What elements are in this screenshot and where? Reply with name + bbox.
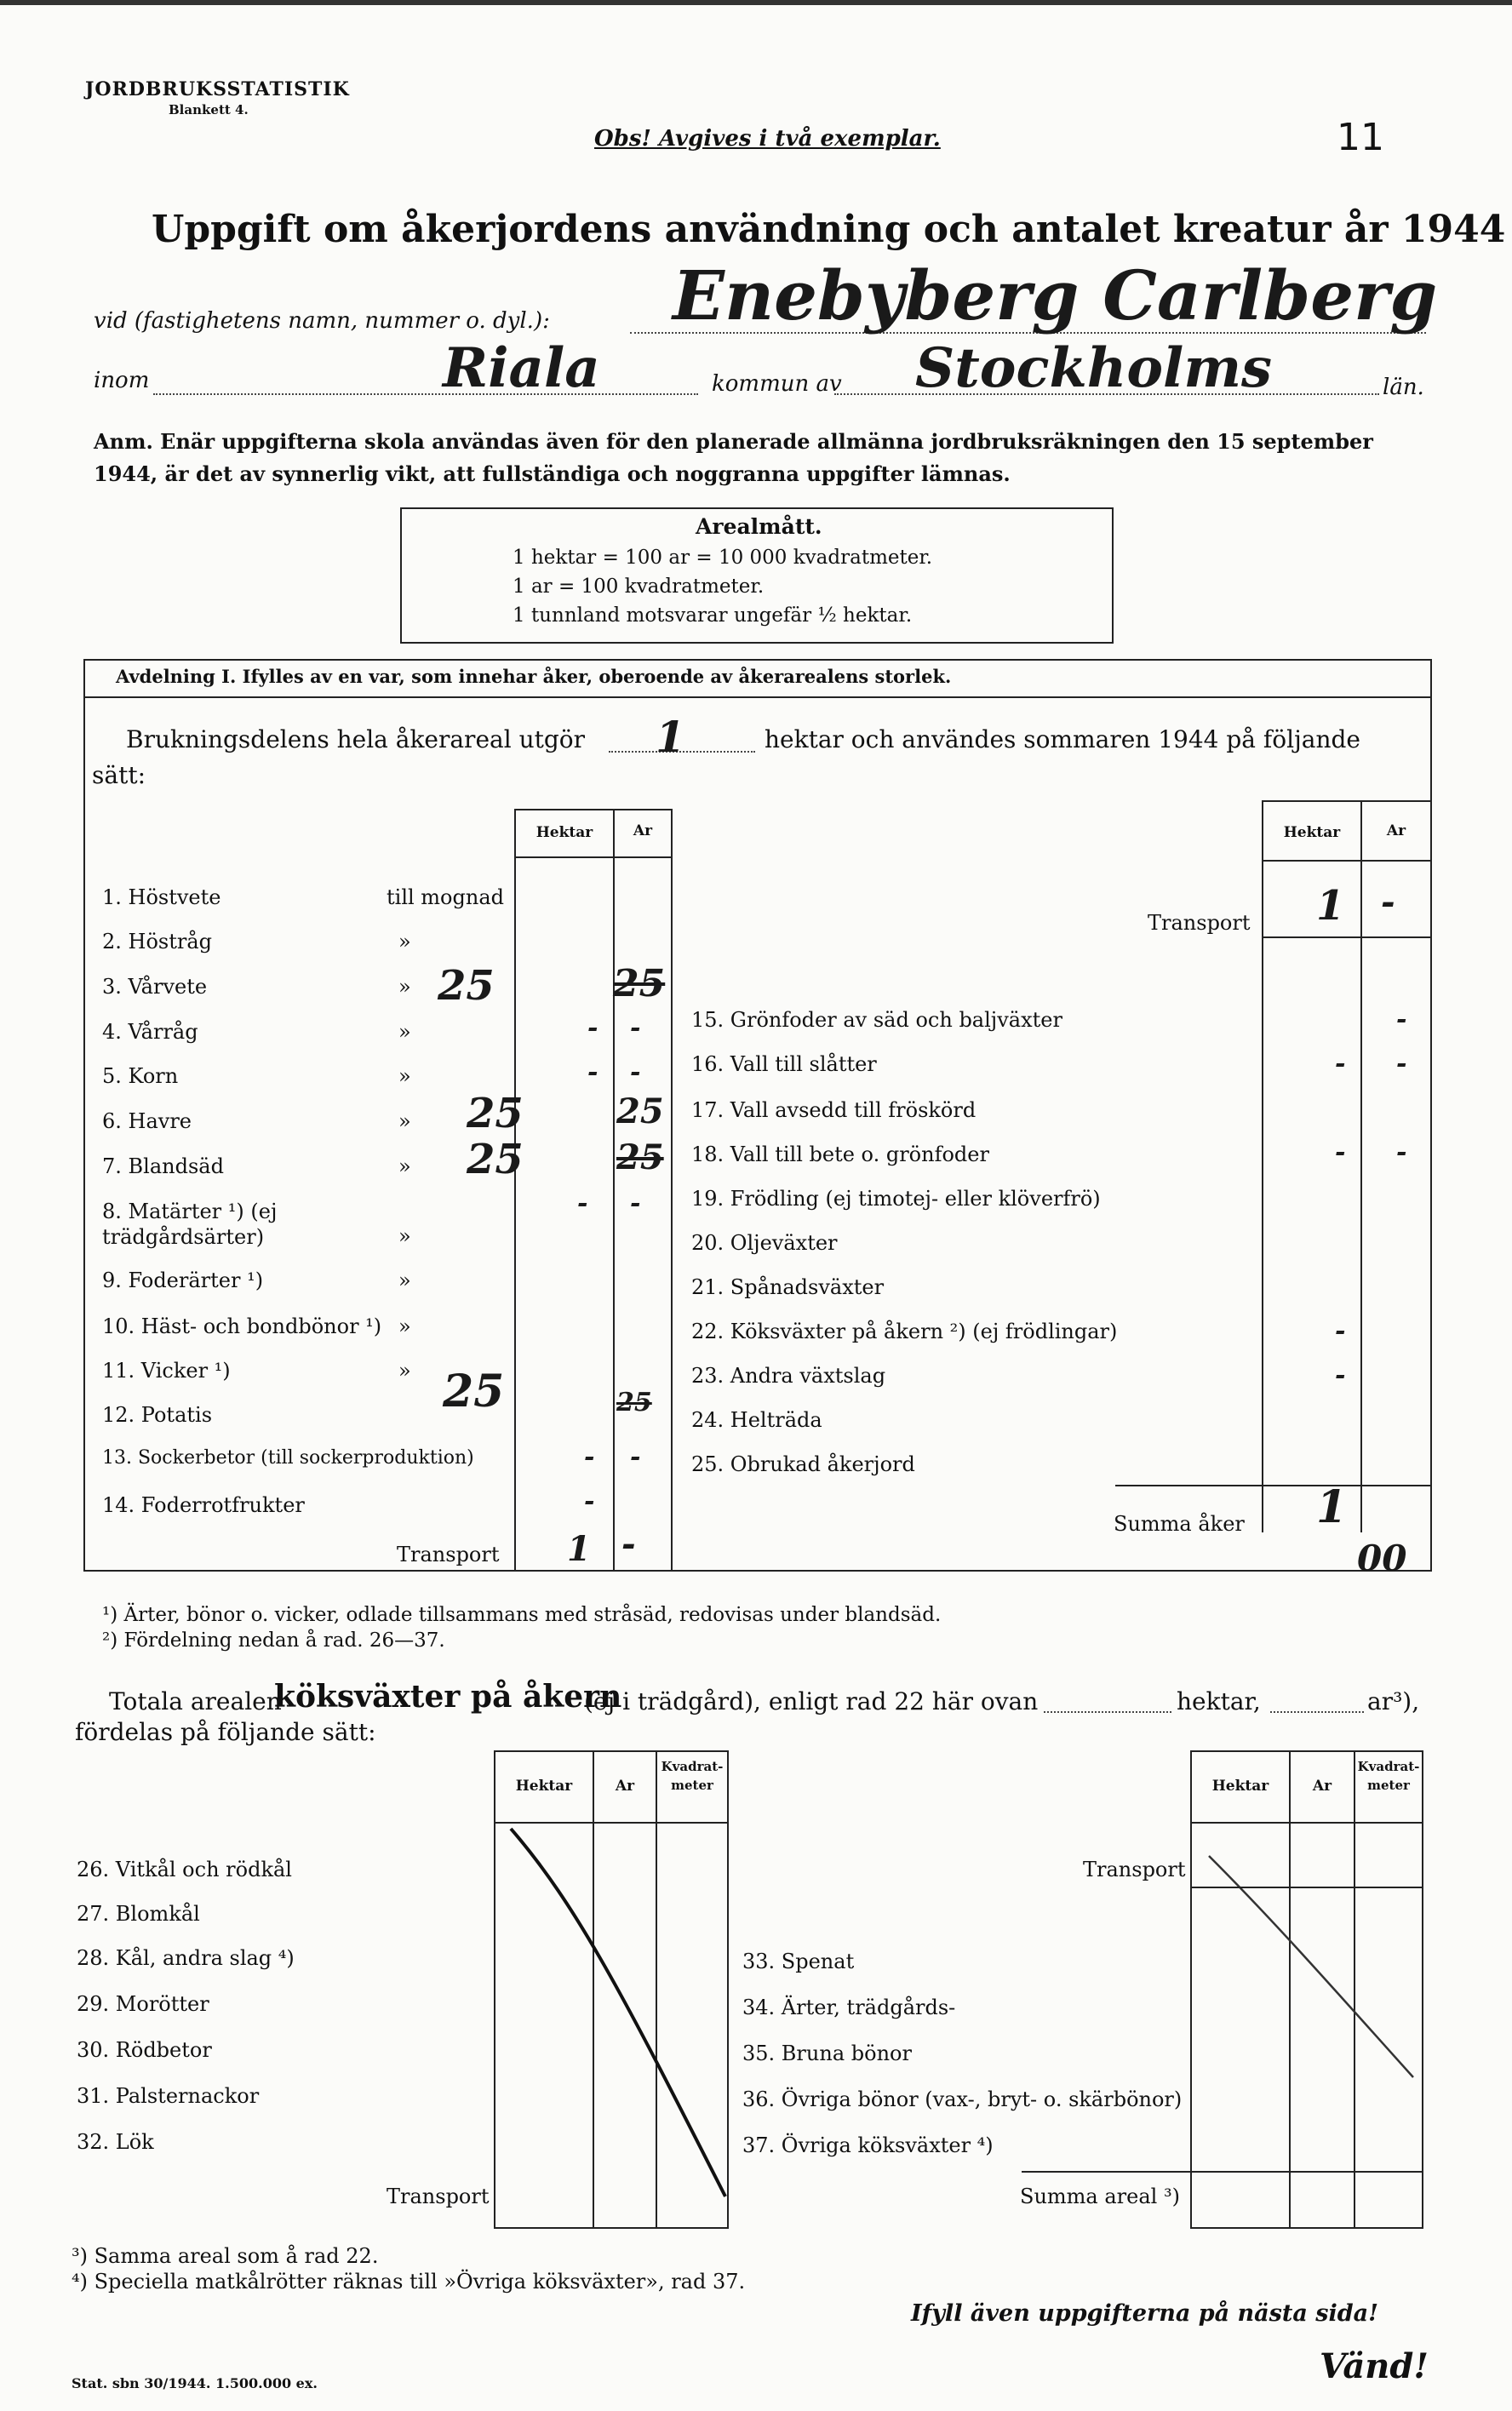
section-1-intro-c: sätt: <box>92 761 146 789</box>
footnote-1: ¹) Ärter, bönor o. vicker, odlade tillsammans med stråsäd, redovisas under blandsäd. <box>102 1604 942 1626</box>
s2-right-col-ar: Ar <box>1312 1778 1332 1795</box>
right-transport-hektar: 1 <box>1316 882 1345 930</box>
section-2-intro-d: ar³), <box>1367 1687 1420 1715</box>
crop-suffix-5: » <box>398 1064 411 1088</box>
crop-8-hektar: - <box>577 1188 588 1218</box>
crop-row-19: 19. Frödling (ej timotej- eller klöverfrö) <box>691 1187 1101 1211</box>
s2-left-col-hektar: Hektar <box>515 1778 573 1795</box>
crop-3-hektar: 25 <box>438 962 495 1010</box>
crop-6-hektar: 25 <box>467 1090 524 1137</box>
crop-11-hektar: 25 <box>443 1366 505 1417</box>
areal-title: Arealmått. <box>696 514 822 539</box>
crop-suffix-3: » <box>398 975 411 999</box>
veg-row-36: 36. Övriga bönor (vax-, bryt- o. skärbönor) <box>742 2087 1183 2111</box>
crop-row-11: 11. Vicker ¹) <box>102 1359 231 1383</box>
right-transport-ar: - <box>1381 882 1395 922</box>
crop-row-20: 20. Oljeväxter <box>691 1231 838 1255</box>
lan-label: län. <box>1383 375 1424 400</box>
veg-row-37: 37. Övriga köksväxter ⁴) <box>742 2133 994 2157</box>
footnote-3: ³) Samma areal som å rad 22. <box>72 2244 379 2268</box>
crop-suffix-8: » <box>398 1224 411 1248</box>
crop-row-24: 24. Helträda <box>691 1408 822 1432</box>
left-col-hektar: Hektar <box>536 824 593 841</box>
s2-right-transport-rule <box>1190 1887 1423 1888</box>
crop-row-10: 10. Häst- och bondbönor ¹) <box>102 1314 382 1338</box>
left-transport-ar: - <box>621 1524 636 1564</box>
crop-row-1: 1. Höstvete <box>102 885 221 909</box>
crop-7-ar: 25 <box>616 1137 664 1177</box>
crop-suffix-4: » <box>398 1020 411 1044</box>
crop-5-ar: - <box>630 1057 641 1087</box>
crop-row-4: 4. Vårråg <box>102 1020 198 1044</box>
crop-row-18: 18. Vall till bete o. grönfoder <box>691 1143 989 1166</box>
left-transport-hektar: 1 <box>567 1529 591 1569</box>
crop-row-23: 23. Andra växtslag <box>691 1364 886 1388</box>
crop-row-21: 21. Spånadsväxter <box>691 1275 885 1299</box>
veg-row-29: 29. Morötter <box>77 1992 209 2016</box>
annotation-note: Anm. Enär uppgifterna skola användas även för den planerade allmänna jordbruksräkningen den 15 september 1944, är det av synnerlig vikt, att fullständiga och noggranna uppgifter lämnas. <box>94 429 1373 486</box>
lan-value: Stockholms <box>915 336 1273 400</box>
section-1-intro-b: hektar och användes sommaren 1944 på följande <box>765 725 1360 753</box>
veg-row-30: 30. Rödbetor <box>77 2038 212 2062</box>
crop-suffix-10: » <box>398 1314 411 1338</box>
crop-13-ar: - <box>630 1442 641 1472</box>
kommun-value: Riala <box>443 336 600 400</box>
crop-suffix-11: » <box>398 1359 411 1383</box>
right-transport-label: Transport <box>1148 911 1251 935</box>
left-transport-label: Transport <box>397 1543 500 1566</box>
crop-row-17: 17. Vall avsedd till fröskörd <box>691 1098 976 1122</box>
section-2-intro-bold: köksväxter på åkern <box>274 1679 622 1715</box>
property-name-value: Enebyberg Carlberg <box>673 255 1438 335</box>
summa-aker-hektar: 1 <box>1316 1481 1348 1533</box>
crop-15-ar: - <box>1396 1005 1407 1034</box>
s2-left-transport: Transport <box>387 2185 490 2208</box>
veg-row-34: 34. Ärter, trädgårds- <box>742 1996 956 2019</box>
print-info: Stat. sbn 30/1944. 1.500.000 ex. <box>72 2375 318 2391</box>
veg-row-27: 27. Blomkål <box>77 1902 200 1926</box>
crop-row-14: 14. Foderrotfrukter <box>102 1493 305 1517</box>
veg-row-33: 33. Spenat <box>742 1950 855 1973</box>
section-1-intro-a: Brukningsdelens hela åkerareal utgör <box>126 725 586 753</box>
crop-6-ar: 25 <box>616 1091 664 1131</box>
footnote-2: ²) Fördelning nedan å rad. 26—37. <box>102 1629 445 1652</box>
crop-3-ar: 25 <box>613 962 666 1005</box>
areal-line-1: 1 hektar = 100 ar = 10 000 kvadratmeter. <box>513 547 933 569</box>
s2-right-col-hektar: Hektar <box>1211 1778 1269 1795</box>
crop-row-7: 7. Blandsäd <box>102 1154 224 1178</box>
total-area-value: 1 <box>656 712 685 762</box>
crop-suffix-9: » <box>398 1268 411 1292</box>
crop-23-hektar: - <box>1335 1360 1346 1390</box>
crop-row-13: 13. Sockerbetor (till sockerproduktion) <box>102 1447 474 1469</box>
crop-18-hektar: - <box>1335 1137 1346 1167</box>
crop-row-6: 6. Havre <box>102 1109 192 1133</box>
series-label: JORDBRUKSSTATISTIK <box>85 78 350 100</box>
crop-8-ar: - <box>630 1188 641 1218</box>
submission-notice: Obs! Avgives i två exemplar. <box>594 126 941 152</box>
veg-row-32: 32. Lök <box>77 2130 154 2154</box>
crop-22-hektar: - <box>1335 1316 1346 1346</box>
veg-row-26: 26. Vitkål och rödkål <box>77 1858 292 1881</box>
page-number: 11 <box>1337 116 1384 159</box>
veg-row-31: 31. Palsternackor <box>77 2084 260 2108</box>
crop-5-hektar: - <box>587 1057 598 1087</box>
s2-right-transport: Transport <box>1083 1858 1186 1881</box>
section-2-intro-a: Totala arealen <box>109 1687 282 1715</box>
summa-aker-label: Summa åker <box>1114 1512 1245 1536</box>
left-col-ar: Ar <box>633 822 653 839</box>
crop-row-22: 22. Köksväxter på åkern ²) (ej frödlingar) <box>691 1320 1118 1343</box>
right-col-hektar: Hektar <box>1283 824 1341 841</box>
crop-7-hektar: 25 <box>467 1136 524 1183</box>
s2-summa-label: Summa areal ³) <box>1020 2185 1180 2208</box>
crop-4-ar: - <box>630 1013 641 1043</box>
page-title: Uppgift om åkerjordens användning och antalet kreatur år 1944 <box>152 208 1506 251</box>
form-number: Blankett 4. <box>169 102 249 117</box>
crop-row-9: 9. Foderärter ¹) <box>102 1268 264 1292</box>
crop-12-ar: 25 <box>616 1388 652 1417</box>
crop-row-2: 2. Höstråg <box>102 930 213 954</box>
crop-row-16: 16. Vall till slåtter <box>691 1052 877 1076</box>
crop-row-15: 15. Grönfoder av säd och baljväxter <box>691 1008 1062 1032</box>
crop-13-hektar: - <box>584 1442 595 1472</box>
s2-left-col-ar: Ar <box>615 1778 635 1795</box>
kommun-label: kommun av <box>712 371 842 397</box>
areal-line-3: 1 tunnland motsvarar ungefär ½ hektar. <box>513 604 913 627</box>
turn-page-note: Vänd! <box>1320 2346 1429 2386</box>
kommun-prefix-label: inom <box>94 368 150 393</box>
section-1-heading: Avdelning I. Ifylles av en var, som innehar åker, oberoende av åkerarealens storlek. <box>116 666 952 687</box>
section-2-intro-b: (ej i trädgård), enligt rad 22 här ovan <box>584 1687 1039 1715</box>
crop-suffix-7: » <box>398 1154 411 1178</box>
crop-suffix-2: » <box>398 930 411 954</box>
crop-row-12: 12. Potatis <box>102 1403 213 1427</box>
crop-suffix-6: » <box>398 1109 411 1133</box>
s2-right-col-kvm: Kvadrat-meter <box>1357 1759 1420 1793</box>
crop-16-ar: - <box>1396 1049 1407 1079</box>
right-col-ar: Ar <box>1386 822 1406 839</box>
fill-next-page-note: Ifyll även uppgifterna på nästa sida! <box>911 2300 1378 2327</box>
crop-14-hektar: - <box>584 1486 595 1516</box>
crop-row-8: 8. Matärter ¹) (ej trädgårdsärter) <box>102 1200 278 1249</box>
section-2-intro-c: hektar, <box>1177 1687 1261 1715</box>
property-name-label: vid (fastighetens namn, nummer o. dyl.): <box>94 308 550 334</box>
section-2-intro-e: fördelas på följande sätt: <box>75 1718 376 1746</box>
crop-18-ar: - <box>1396 1137 1407 1167</box>
crop-row-3: 3. Vårvete <box>102 975 208 999</box>
s2-summa-rule <box>1022 2171 1423 2173</box>
veg-row-28: 28. Kål, andra slag ⁴) <box>77 1946 295 1970</box>
summa-aker-ar: 00 <box>1357 1538 1407 1579</box>
crop-row-5: 5. Korn <box>102 1064 179 1088</box>
crop-row-25: 25. Obrukad åkerjord <box>691 1452 915 1476</box>
areal-line-2: 1 ar = 100 kvadratmeter. <box>513 576 765 598</box>
crop-suffix-1: till mognad <box>387 885 504 909</box>
s2-left-col-kvm: Kvadrat-meter <box>661 1759 724 1793</box>
crop-16-hektar: - <box>1335 1049 1346 1079</box>
footnote-4: ⁴) Speciella matkålrötter räknas till »Övriga köksväxter», rad 37. <box>72 2270 746 2294</box>
veg-row-35: 35. Bruna bönor <box>742 2042 912 2065</box>
crop-4-hektar: - <box>587 1013 598 1043</box>
